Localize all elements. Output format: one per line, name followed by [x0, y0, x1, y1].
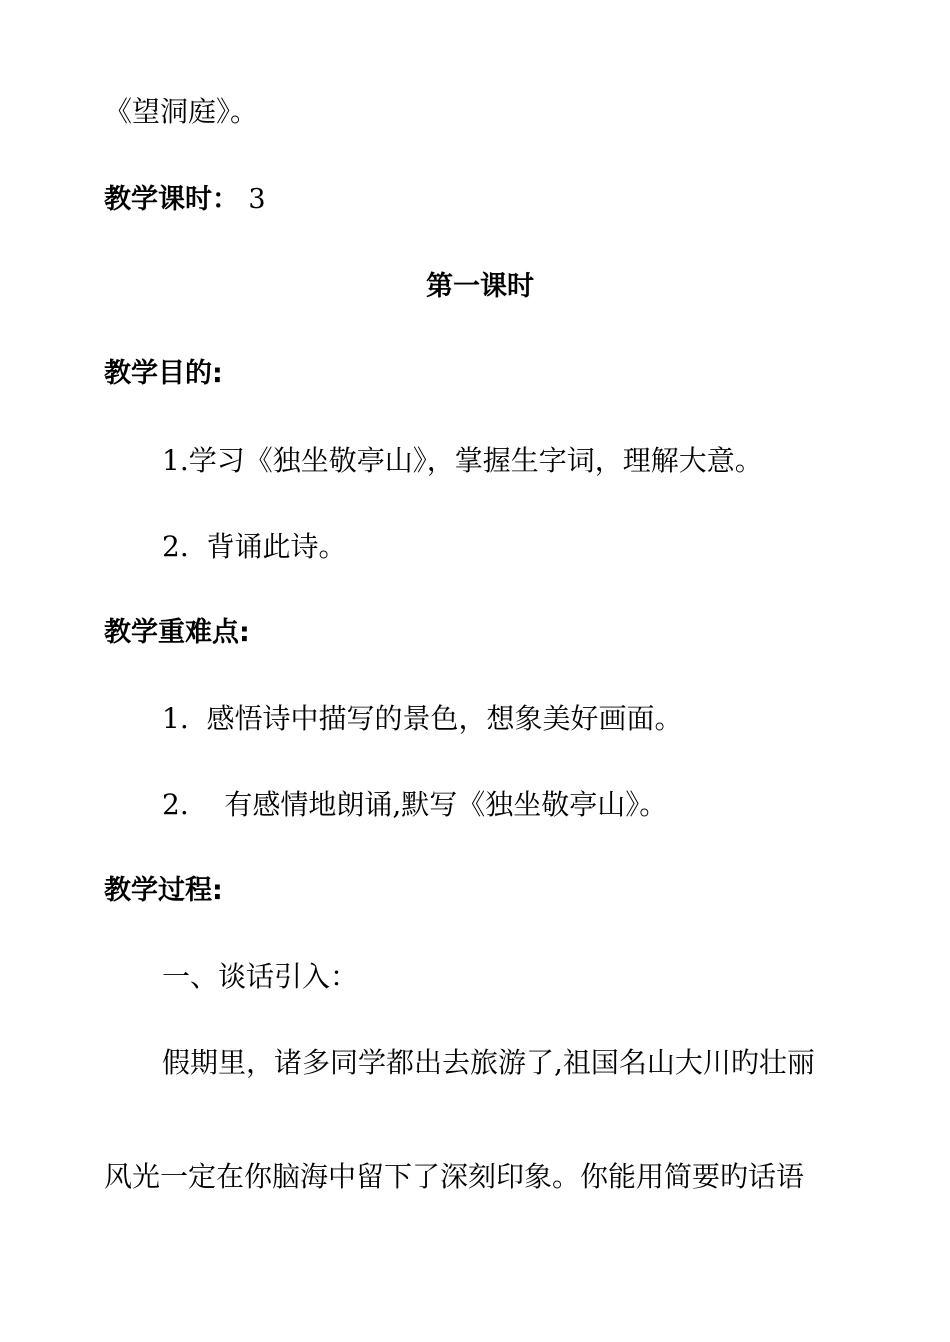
process-heading: 教学过程:	[104, 875, 223, 906]
key-point-item: 2. 有感情地朗诵,默写《独坐敬亭山》。	[162, 788, 668, 821]
paragraph-line: 风光一定在你脑海中留下了深刻印象。你能用简要旳话语	[104, 1160, 805, 1193]
lesson-count-row	[104, 183, 266, 217]
objectives-heading: 教学目的:	[104, 358, 223, 389]
key-point-item: 1. 感悟诗中描写的景色，想象美好画面。	[162, 702, 683, 735]
section-title: 第一课时	[426, 271, 534, 302]
lesson-count-value: 3	[248, 184, 266, 215]
process-step: 一、谈话引入：	[162, 960, 359, 993]
objective-item: 1.学习《独坐敬亭山》，掌握生字词，理解大意。	[162, 444, 763, 477]
lesson-count-label: 教学课时：	[104, 184, 239, 215]
key-points-heading: 教学重难点:	[104, 617, 250, 648]
intro-line: 《望洞庭》。	[104, 95, 259, 128]
objective-item: 2. 背诵此诗。	[162, 530, 347, 563]
paragraph-line: 假期里，诸多同学都出去旅游了,祖国名山大川旳壮丽	[162, 1046, 815, 1079]
